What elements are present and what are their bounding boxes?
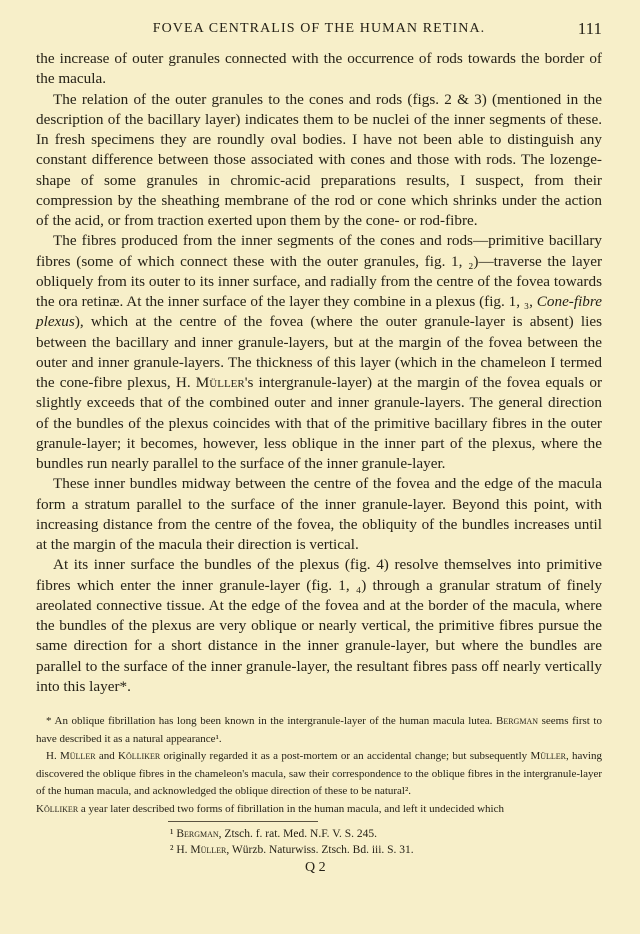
page-number: 111 bbox=[577, 19, 602, 38]
author-name: Müller bbox=[195, 374, 245, 391]
footnote bbox=[36, 713, 602, 818]
paragraph-1: the increase of outer granules connected with the occurrence of rods towards the border of the macula. bbox=[36, 50, 602, 88]
footnote-para-1: * An oblique fibrillation has long been known in the intergranule-layer of the human macula lutea. Bergman seems first to have described it as a natural appearance¹. bbox=[36, 715, 602, 745]
reference-1: ¹ Bergman, Ztsch. f. rat. Med. N.F. V. S. 245. bbox=[170, 828, 378, 840]
references bbox=[170, 826, 590, 858]
paragraph-2: The relation of the outer granules to the cones and rods (figs. 2 & 3) (mentioned in the description of the bacillary layer) indicates them to be nuclei of the inner segments of these. In fresh specimens they are roundly oval bodies. I have not been able to distinguish any constant difference between those associated with cones and those with rods. The lozenge-shape of some granules in chromic-acid preparations results, I suspect, from their compression by the sheathing membrane of the rod or cone which shrinks under the action of the acid, or from traction exerted upon them by the cone- or rod-fibre. bbox=[36, 90, 602, 229]
page-header bbox=[36, 21, 602, 41]
body-text bbox=[36, 49, 602, 697]
signature-mark: Q 2 bbox=[305, 860, 326, 875]
paragraph-5: At its inner surface the bundles of the plexus (fig. 4) resolve themselves into primitive fibres which enter the inner granule-layer (fig. 1, ₄) through a granular stratum of finely areolated connective tissue. At the edge of the fovea and at the border of the macula, where the bundles of the plexus are very oblique or nearly vertical, the primitive fibres pursue the same direction for a short distance in the inner granule-layer, but where the bundles are parallel to the surface of the inner granule-layer, the resultant fibres pass off nearly vertically into this layer*. bbox=[36, 556, 602, 695]
paragraph-3: The fibres produced from the inner segments of the cones and rods—primitive bacillary fibres (some of which connect these with the outer granules, fig. 1, ₂)—traverse the layer obliquely from its outer to its inner surface, and radially from the centre of the fovea towards the ora retinæ. At the inner surface of the layer they combine in a plexus (fig. 1, ₃, Cone-fibre plexus), which at the centre of the fovea (where the outer granule-layer is absent) lies between the bacillary and inner granule-layers, but at the margin of the fovea between the outer and inner granule-layers. The thickness of this layer (which in the chameleon I termed the cone-fibre plexus, H. Müller's intergranule-layer) at the margin of the fovea equals or slightly exceeds that of the combined outer and inner granule-layers. The general direction of the bundles of the plexus coincides with that of the primitive bacillary fibres in the outer granule-layer; it becomes, however, less oblique in the inner part of the plexus, where the bundles run nearly parallel to the surface of the inner granule-layer. bbox=[36, 232, 602, 472]
footnote-para-3: Kölliker a year later described two forms of fibrillation in the human macula, and left it undecided which bbox=[36, 802, 504, 815]
paragraph-4: These inner bundles midway between the centre of the fovea and the edge of the macula form a stratum parallel to the surface of the inner granule-layer. Beyond this point, with increasing distance from the centre of the fovea, the obliquity of the bundles increases until at the margin of the macula their direction is vertical. bbox=[36, 475, 602, 553]
running-title: FOVEA CENTRALIS OF THE HUMAN RETINA. bbox=[152, 21, 486, 36]
footnote-para-2: H. Müller and Kölliker originally regarded it as a post-mortem or an accidental change; but subsequently Müller, having discovered the oblique fibres in the chameleon's macula, saw their correspondence to the oblique fibres in the intergranule-layer of the human macula, and acknowledged the oblique direction of these to be natural². bbox=[36, 750, 602, 797]
reference-2: ² H. Müller, Würzb. Naturwiss. Ztsch. Bd. iii. S. 31. bbox=[170, 844, 414, 856]
footnote-divider bbox=[168, 821, 318, 822]
cone-fibre-plexus-term: Cone-fibre plexus bbox=[36, 293, 602, 331]
